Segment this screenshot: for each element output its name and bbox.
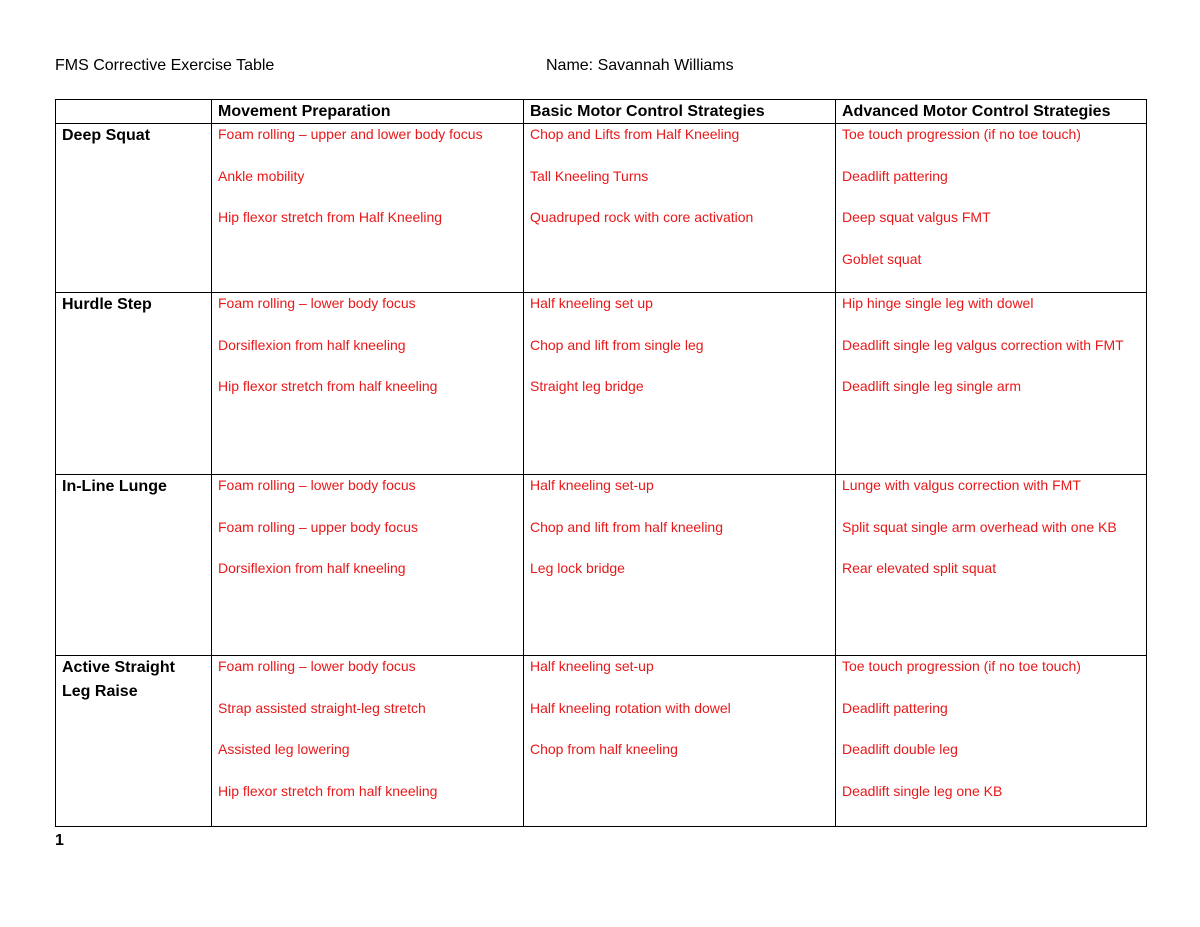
row-label: Hurdle Step (56, 293, 212, 475)
exercise-item: Rear elevated split squat (842, 560, 997, 576)
table-header-row (56, 100, 1147, 124)
exercise-item: Foam rolling – lower body focus (218, 658, 416, 674)
movement-preparation-cell (212, 124, 524, 293)
exercise-item: Deadlift single leg single arm (842, 378, 1021, 394)
exercise-item: Straight leg bridge (530, 378, 644, 394)
exercise-item: Chop from half kneeling (530, 741, 678, 757)
exercise-item: Chop and lift from single leg (530, 336, 704, 353)
advanced-strategies-cell (836, 656, 1147, 827)
exercise-item: Half kneeling set-up (530, 477, 654, 493)
exercise-item: Toe touch progression (if no toe touch) (842, 658, 1081, 674)
exercise-item: Chop and lift from half kneeling (530, 518, 723, 535)
movement-preparation-cell (212, 293, 524, 475)
row-label: In-Line Lunge (56, 475, 212, 656)
table-row-active-straight-leg-raise (56, 656, 1147, 827)
header-advanced-motor-control: Advanced Motor Control Strategies (836, 100, 1147, 124)
header-basic-motor-control: Basic Motor Control Strategies (524, 100, 836, 124)
exercise-item: Toe touch progression (if no toe touch) (842, 126, 1081, 142)
exercise-item: Foam rolling – lower body focus (218, 295, 416, 311)
exercise-item: Dorsiflexion from half kneeling (218, 560, 406, 576)
exercise-item: Assisted leg lowering (218, 741, 350, 757)
row-label: Deep Squat (56, 124, 212, 293)
exercise-item: Half kneeling rotation with dowel (530, 699, 731, 716)
exercise-item: Tall Kneeling Turns (530, 167, 649, 184)
exercise-item: Foam rolling – upper and lower body focus (218, 126, 483, 142)
exercise-item: Leg lock bridge (530, 560, 625, 576)
advanced-strategies-cell (836, 475, 1147, 656)
table-row-in-line-lunge (56, 475, 1147, 656)
exercise-item: Foam rolling – lower body focus (218, 477, 416, 493)
exercise-item: Half kneeling set-up (530, 658, 654, 674)
exercise-item: Lunge with valgus correction with FMT (842, 477, 1081, 493)
exercise-item: Deep squat valgus FMT (842, 209, 991, 225)
basic-strategies-cell (524, 656, 836, 827)
movement-preparation-cell (212, 475, 524, 656)
document-title: FMS Corrective Exercise Table (55, 57, 275, 74)
basic-strategies-cell (524, 293, 836, 475)
student-name: Name: Savannah Williams (546, 57, 734, 74)
exercise-item: Deadlift double leg (842, 741, 958, 757)
exercise-item: Half kneeling set up (530, 295, 653, 311)
exercise-item: Hip flexor stretch from Half Kneeling (218, 209, 443, 225)
exercise-item: Ankle mobility (218, 167, 305, 184)
basic-strategies-cell (524, 475, 836, 656)
basic-strategies-cell (524, 124, 836, 293)
corrective-exercise-table (55, 99, 1147, 827)
exercise-item: Split squat single arm overhead with one KB (842, 518, 1117, 535)
exercise-item: Deadlift single leg valgus correction with FMT (842, 336, 1124, 353)
exercise-item: Quadruped rock with core activation (530, 209, 754, 225)
header-movement-preparation: Movement Preparation (212, 100, 524, 124)
exercise-item: Strap assisted straight-leg stretch (218, 699, 426, 716)
exercise-item: Chop and Lifts from Half Kneeling (530, 126, 740, 142)
advanced-strategies-cell (836, 293, 1147, 475)
exercise-item: Hip hinge single leg with dowel (842, 295, 1034, 311)
table-row-deep-squat (56, 124, 1147, 293)
table-row-hurdle-step (56, 293, 1147, 475)
movement-preparation-cell (212, 656, 524, 827)
exercise-item: Hip flexor stretch from half kneeling (218, 782, 438, 799)
advanced-strategies-cell (836, 124, 1147, 293)
exercise-item: Deadlift single leg one KB (842, 782, 1003, 799)
row-label: Active Straight Leg Raise (56, 656, 212, 827)
exercise-item: Deadlift pattering (842, 167, 948, 184)
header-empty (56, 100, 212, 124)
exercise-item: Goblet squat (842, 250, 922, 267)
page-number: 1 (55, 832, 64, 849)
exercise-item: Hip flexor stretch from half kneeling (218, 378, 438, 394)
exercise-item: Deadlift pattering (842, 699, 948, 716)
exercise-item: Foam rolling – upper body focus (218, 518, 418, 535)
exercise-item: Dorsiflexion from half kneeling (218, 336, 406, 353)
